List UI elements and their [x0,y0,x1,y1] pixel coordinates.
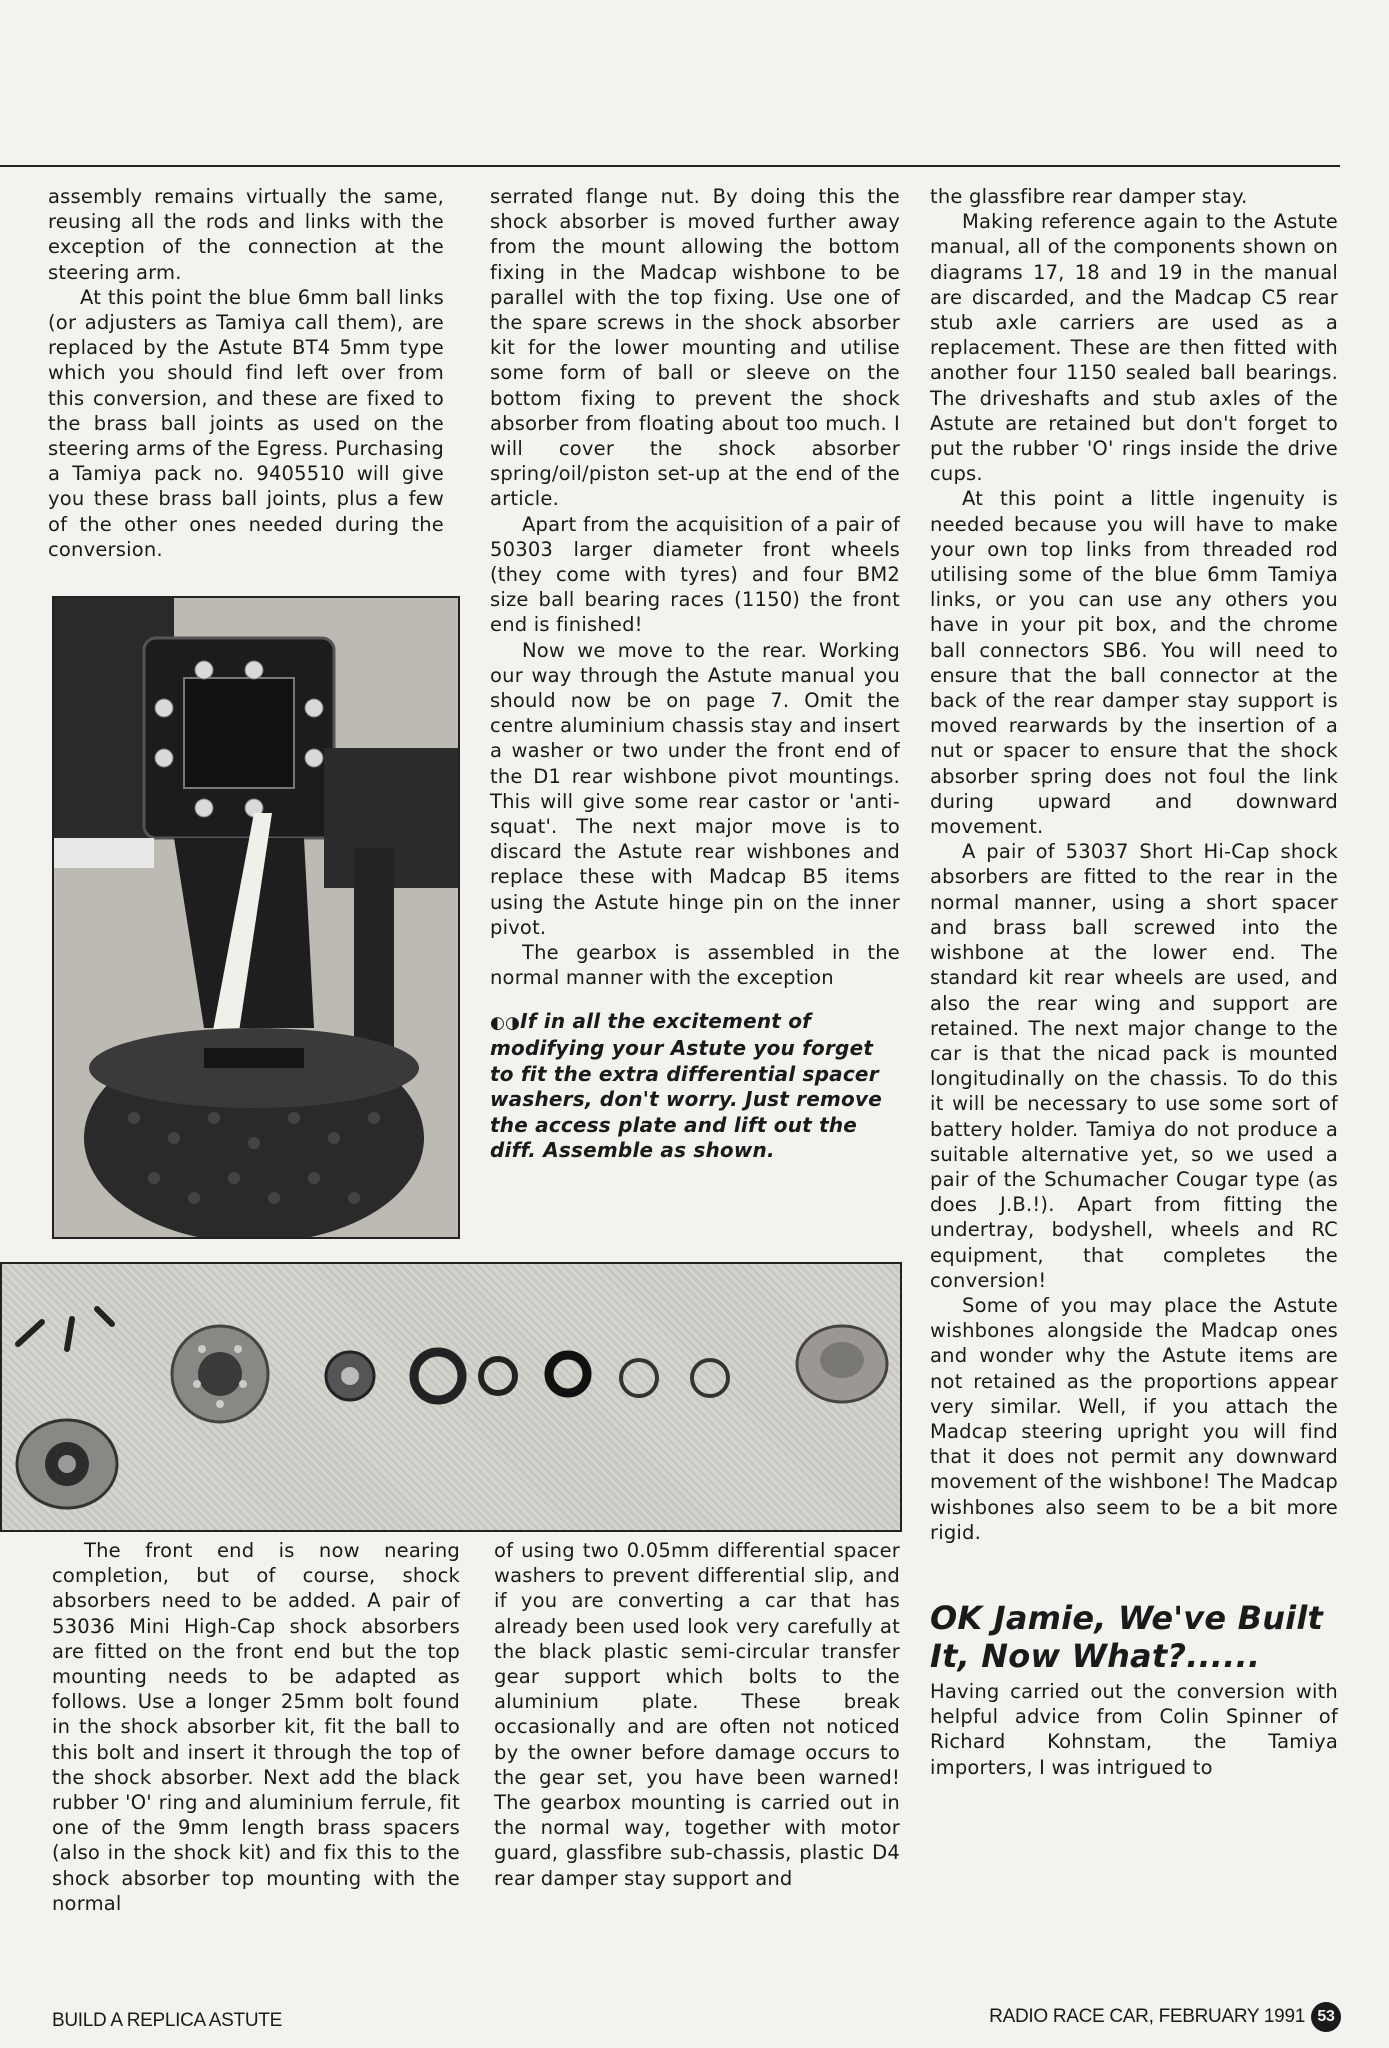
paragraph: Making reference again to the Astute manual, all of the components shown on diagrams 17, 18 and 19 in the manual are discarded, and the Madcap C5 rear stub axle carriers are used as a replacement. These are then fitted with another four 1150 sealed ball bearings. The driveshafts and stub axles of the Astute are retained but don't forget to put the rubber 'O' rings inside the drive cups. [930,210,1338,486]
top-rule [0,165,1340,167]
paragraph: The gearbox is assembled in the normal manner with the exception [490,941,900,990]
paragraph: assembly remains virtually the same, reusing all the rods and links with the exception of the connection at the steering arm. [48,185,444,284]
differential-parts-illustration [2,1264,900,1530]
paragraph: At this point the blue 6mm ball links (or adjusters as Tamiya call them), are replaced by the Astute BT4 5mm type which you should find left over from this conversion, and these are fixed to the brass ball joints as used on the steering arms of the Egress. Purchasing a Tamiya pack no. 9405510 will give you these brass ball joints, plus a few of the other ones needed during the conversion. [48,285,444,561]
paragraph: The front end is now nearing completion, but of course, shock absorbers need to be added. A pair of 53036 Mini High-Cap shock absorbers are fitted on the front end but the top mounting needs to be adapted as follows. Use a longer 25mm bolt found in the shock absorber kit, fit the ball to this bolt and insert it through the top of the shock absorber. Next add the black rubber 'O' ring and aluminium ferrule, fit one of the 9mm length brass spacers (also in the shock kit) and fix this to the shock absorber top mounting with the normal [52,1539,460,1915]
column-1-bottom [52,1538,460,1916]
caption-marker: ◐◑ [490,1012,521,1033]
car-rear-photo [52,596,460,1239]
column-2-top [490,184,900,1164]
differential-parts-photo [0,1262,902,1532]
publication-info: RADIO RACE CAR, FEBRUARY 1991 [989,2006,1305,2027]
caption-text: If in all the excitement of modifying your Astute you forget to fit the extra differential spacer washers, don't worry. Just remove the access plate and lift out the diff. Assemble as shown. [490,1008,882,1162]
footer-right [989,2002,1341,2032]
section-heading: OK Jamie, We've Built It, Now What?...... [930,1598,1324,1675]
column-3 [930,184,1338,1780]
paragraph: the glassfibre rear damper stay. [930,185,1248,208]
photo-caption [490,1009,900,1164]
paragraph: A pair of 53037 Short Hi-Cap shock absorbers are fitted to the rear in the normal manner, using a short spacer and brass ball screwed into the wishbone at the lower end. The standard kit rear wheels are used, and also the rear wing and support are retained. The next major change to the car is that the nicad pack is mounted longitudinally on the chassis. To do this it will be necessary to use some sort of battery holder. Tamiya do not produce a suitable alternative yet, so we used a pair of the Schumacher Cougar type (as does J.B.!). Apart from fitting the undertray, bodyshell, wheels and RC equipment, that completes the conversion! [930,840,1338,1292]
paragraph: Apart from the acquisition of a pair of 50303 larger diameter front wheels (they come with tyres) and four BM2 size ball bearing races (1150) the front end is finished! [490,512,900,637]
page-number: 53 [1311,2002,1341,2032]
paragraph: serrated flange nut. By doing this the shock absorber is moved further away from the mount allowing the bottom fixing in the Madcap wishbone to be parallel with the top fixing. Use one of the spare screws in the shock absorber kit for the lower mounting and utilise some form of ball or sleeve on the bottom fixing to prevent the shock absorber from floating about too much. I will cover the shock absorber spring/oil/piston set-up at the end of the article. [490,185,900,511]
paragraph: Having carried out the conversion with helpful advice from Colin Spinner of Richard Kohnstam, the Tamiya importers, I was intrigued to [930,1679,1338,1779]
paragraph: of using two 0.05mm differential spacer washers to prevent differential slip, and if you are converting a car that has already been used look very carefully at the black plastic semi-circular transfer gear support which bolts to the aluminium plate. These break occasionally and are often not noticed by the owner before damage occurs to the gear set, you have been warned! The gearbox mounting is carried out in the normal way, together with motor guard, glassfibre sub-chassis, plastic D4 rear damper stay support and [494,1539,900,1890]
paragraph: Some of you may place the Astute wishbones alongside the Madcap ones and wonder why the Astute items are not retained as the proportions appear very similar. Well, if you attach the Madcap steering upright you will find that it does not permit any downward movement of the wishbone! The Madcap wishbones also seem to be a bit more rigid. [930,1293,1338,1544]
paragraph: At this point a little ingenuity is needed because you will have to make your own top links from threaded rod utilising some of the blue 6mm Tamiya links, or you can use any others you have in your pit box, and the chrome ball connectors SB6. You will need to ensure that the ball connector at the back of the rear damper stay support is moved rearwards by the insertion of a nut or spacer to ensure that the shock absorber spring does not foul the link during upward and downward movement. [930,487,1338,839]
car-rear-illustration [54,598,458,1237]
paragraph: Now we move to the rear. Working our way through the Astute manual you should now be on page 7. Omit the centre aluminium chassis stay and insert a washer or two under the front end of the D1 rear wishbone pivot mountings. This will give some rear castor or 'anti-squat'. The next major move is to discard the Astute rear wishbones and replace these with Madcap B5 items using the Astute hinge pin on the inner pivot. [490,638,900,939]
footer-left: BUILD A REPLICA ASTUTE [52,2010,282,2031]
column-2-bottom [494,1538,900,1891]
column-1-top [48,184,444,562]
